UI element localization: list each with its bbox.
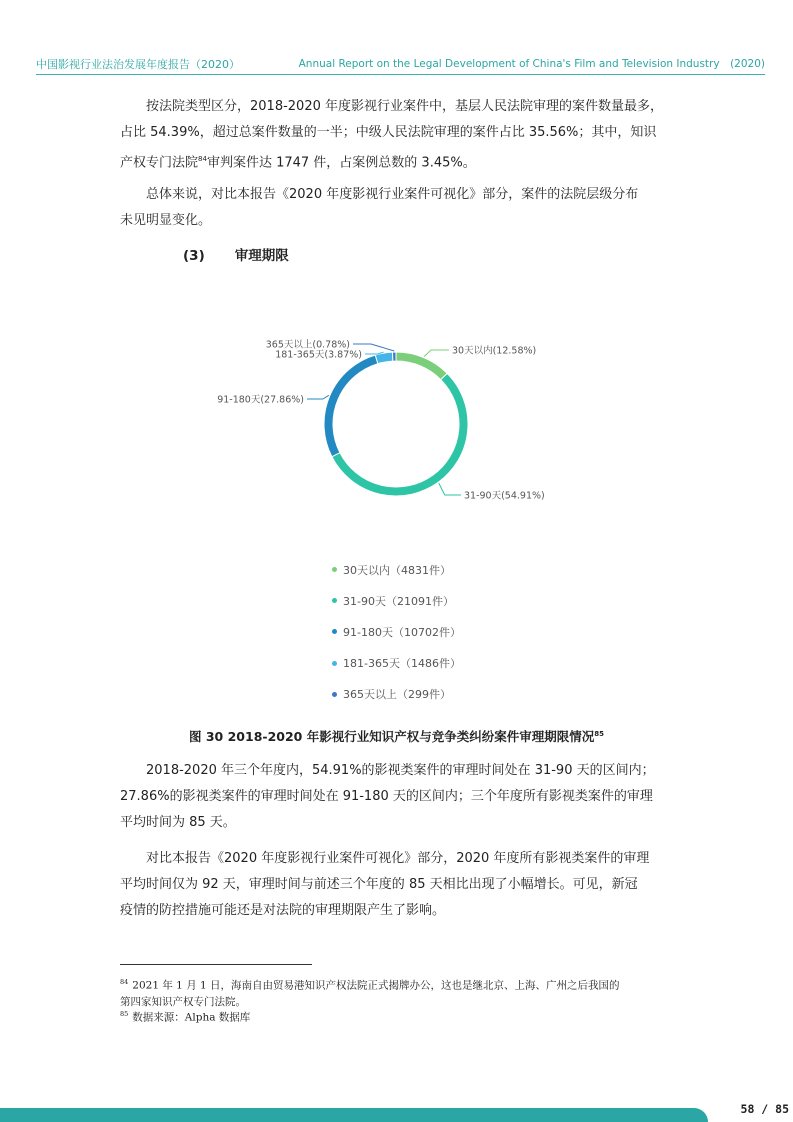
text-line: 对比本报告《2020 年度影视行业案件可视化》部分，2020 年度所有影视类案件的审理 <box>146 851 650 866</box>
legend-label: 31-90天（21091件） <box>343 594 454 608</box>
text-line: 审判案件达 1747 件，占案例总数的 3.45%。 <box>206 155 476 171</box>
legend-item[interactable] <box>332 585 461 616</box>
text-line: 产权专门法院 <box>120 155 199 171</box>
page-number: 58 / 85 <box>740 1102 789 1116</box>
legend-item[interactable] <box>332 554 461 585</box>
text-line: 未见明显变化。 <box>120 213 212 228</box>
paragraph-court-type <box>120 94 680 176</box>
donut-chart <box>0 320 793 530</box>
slice-label: 30天以内(12.58%) <box>452 345 537 357</box>
legend-item[interactable] <box>332 679 461 710</box>
legend-label: 91-180天（10702件） <box>343 625 461 639</box>
legend-item[interactable] <box>332 648 461 679</box>
text-line: 按法院类型区分，2018-2020 年度影视行业案件中，基层人民法院审理的案件数量最多， <box>146 99 663 114</box>
legend-label: 365天以上（299件） <box>343 688 451 702</box>
paragraph-trial-duration <box>120 758 680 836</box>
footnote-text: 2021 年 1 月 1 日，海南自由贸易港知识产权法院正式揭牌办公，这也是继北京、上海、广州之后我国的 <box>132 979 620 992</box>
legend-label: 30天以内（4831件） <box>343 563 451 577</box>
leader-line <box>307 395 329 399</box>
legend-label: 181-365天（1486件） <box>343 657 461 671</box>
paragraph-comparison <box>120 846 680 924</box>
subheading-trial-period <box>183 244 319 264</box>
slice-over-365-days[interactable] <box>392 352 396 361</box>
footnote-divider <box>120 964 312 965</box>
text-line: 27.86%的影视类案件的审理时间处在 91-180 天的区间内；三个年度所有影视类案件的审理 <box>120 789 653 804</box>
text-line: 平均时间仅为 92 天，审理时间与前述三个年度的 85 天相比出现了小幅增长。可见，新冠 <box>120 877 638 892</box>
header-title-en: Annual Report on the Legal Development of China's Film and Television Industry (2020) <box>298 58 765 70</box>
slice-31-90-days[interactable] <box>332 373 468 496</box>
paragraph-summary <box>120 182 680 234</box>
page-header <box>36 56 765 75</box>
legend-dot-icon <box>332 692 337 697</box>
slice-label: 91-180天(27.86%) <box>217 394 304 406</box>
leader-line <box>439 483 461 495</box>
legend-dot-icon <box>332 661 337 666</box>
chart-legend <box>332 554 461 710</box>
text-line: 疫情的防控措施可能还是对法院的审理期限产生了影响。 <box>120 903 446 918</box>
slice-91-180-days[interactable] <box>324 355 378 457</box>
footnote-number: 85 <box>120 1010 129 1018</box>
text-line: 2018-2020 年三个年度内，54.91%的影视类案件的审理时间处在 31-90 天的区间内； <box>146 763 655 778</box>
footnote-ref-84[interactable]: 84 <box>198 155 207 163</box>
slice-label: 365天以上(0.78%) <box>265 339 350 351</box>
subheading-number: (3) <box>183 248 205 264</box>
footnote-number: 84 <box>120 978 129 986</box>
slice-label: 181-365天(3.87%) <box>275 349 362 361</box>
header-title-cn: 中国影视行业法治发展年度报告（2020） <box>36 58 240 71</box>
legend-dot-icon <box>332 598 337 603</box>
footer-bar <box>0 1108 708 1122</box>
legend-item[interactable] <box>332 616 461 647</box>
footnote-text: 数据来源：Alpha 数据库 <box>132 1011 251 1024</box>
footnote-85 <box>120 1006 680 1026</box>
footnote-ref-85[interactable]: 85 <box>594 729 604 738</box>
text-line: 占比 54.39%，超过总案件数量的一半；中级人民法院审理的案件占比 35.56%；其中，知识 <box>120 125 657 140</box>
text-line: 总体来说，对比本报告《2020 年度影视行业案件可视化》部分，案件的法院层级分布 <box>146 187 639 202</box>
text-line: 平均时间为 85 天。 <box>120 815 236 830</box>
legend-dot-icon <box>332 567 337 572</box>
footnote-84 <box>120 974 680 1010</box>
legend-dot-icon <box>332 629 337 634</box>
slice-30-days[interactable] <box>396 352 447 380</box>
footnote-text: 第四家知识产权专门法院。 <box>120 995 246 1008</box>
leader-line <box>424 350 449 357</box>
subheading-title: 审理期限 <box>234 248 289 264</box>
slice-label: 31-90天(54.91%) <box>464 490 545 502</box>
figure-caption <box>0 727 793 745</box>
caption-text: 图 30 2018-2020 年影视行业知识产权与竞争类纠纷案件审理期限情况 <box>189 729 595 744</box>
